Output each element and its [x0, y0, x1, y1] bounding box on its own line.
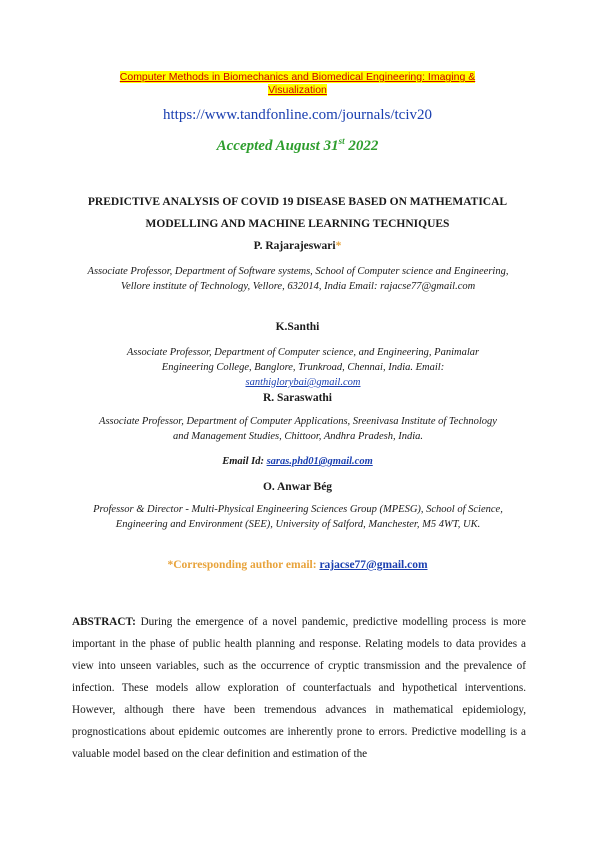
author-2-affiliation-text: Associate Professor, Department of Computer science, and Engineering, Panimalar Engineering College, Banglore, Trunkroad, Chennai, India. Email: [126, 347, 480, 373]
corresponding-author [0, 559, 595, 571]
author-3-name: R. Saraswathi [262, 392, 332, 404]
author-2-name: K.Santhi [275, 321, 320, 333]
author-4-affiliation: Professor & Director - Multi-Physical Engineering Sciences Group (MPESG), School of Science, Engineering and Environment (SEE), University of Salford, Manchester, M5 4WT, UK. [93, 504, 503, 530]
corresponding-label: *Corresponding author email: [167, 559, 320, 571]
abstract [72, 611, 526, 765]
journal-name [90, 71, 505, 97]
corresponding-email-link[interactable]: rajacse77@gmail.com [319, 559, 428, 571]
author-3-email [0, 456, 595, 467]
journal-url[interactable]: https://www.tandfonline.com/journals/tciv20 [163, 107, 432, 123]
accepted-sup: st [338, 136, 345, 146]
accepted-suffix: 2022 [344, 138, 379, 154]
journal-name-text[interactable]: Computer Methods in Biomechanics and Biomedical Engineering: Imaging & Visualization [119, 71, 476, 96]
author-4-name: O. Anwar Bég [262, 481, 333, 493]
author-2-email-link[interactable]: santhiglorybai@gmail.com [245, 377, 361, 388]
author-3-email-link[interactable]: saras.phd01@gmail.com [266, 456, 373, 467]
author-3-email-label: Email Id: [222, 456, 267, 467]
accepted-prefix: Accepted August 31 [216, 138, 339, 154]
author-1-affiliation: Associate Professor, Department of Software systems, School of Computer science and Engineering, Vellore institute of Technology, Vellore, 632014, India Email: rajacse77@gmail.com [87, 266, 509, 292]
abstract-text: During the emergence of a novel pandemic, predictive modelling process is more important in the phase of public health planning and response. Relating models to data provides a view into unseen variables, such as the occurrence of cryptic transmission and the prevalence of infection. These models allow exploration of counterfactuals and hypothetical interventions. However, although there have been tremendous advances in mathematical epidemiology, prognostications about epidemic outcomes are inherently prone to errors. Predictive modelling is a valuable model based on the clear definition and estimation of the [72, 616, 526, 760]
author-2-affiliation [108, 345, 498, 390]
abstract-label: ABSTRACT: [72, 616, 136, 628]
author-name [0, 240, 595, 252]
author-3-affiliation: Associate Professor, Department of Computer Applications, Sreenivasa Institute of Technology and Management Studies, Chittoor, Andhra Pradesh, India. [99, 416, 497, 442]
paper-title: PREDICTIVE ANALYSIS OF COVID 19 DISEASE BASED ON MATHEMATICAL MODELLING AND MACHINE LEARNING TECHNIQUES [87, 196, 508, 230]
accepted-date [0, 136, 595, 155]
corresponding-marker: * [335, 240, 342, 252]
author-1-name: P. Rajarajeswari [253, 240, 336, 252]
